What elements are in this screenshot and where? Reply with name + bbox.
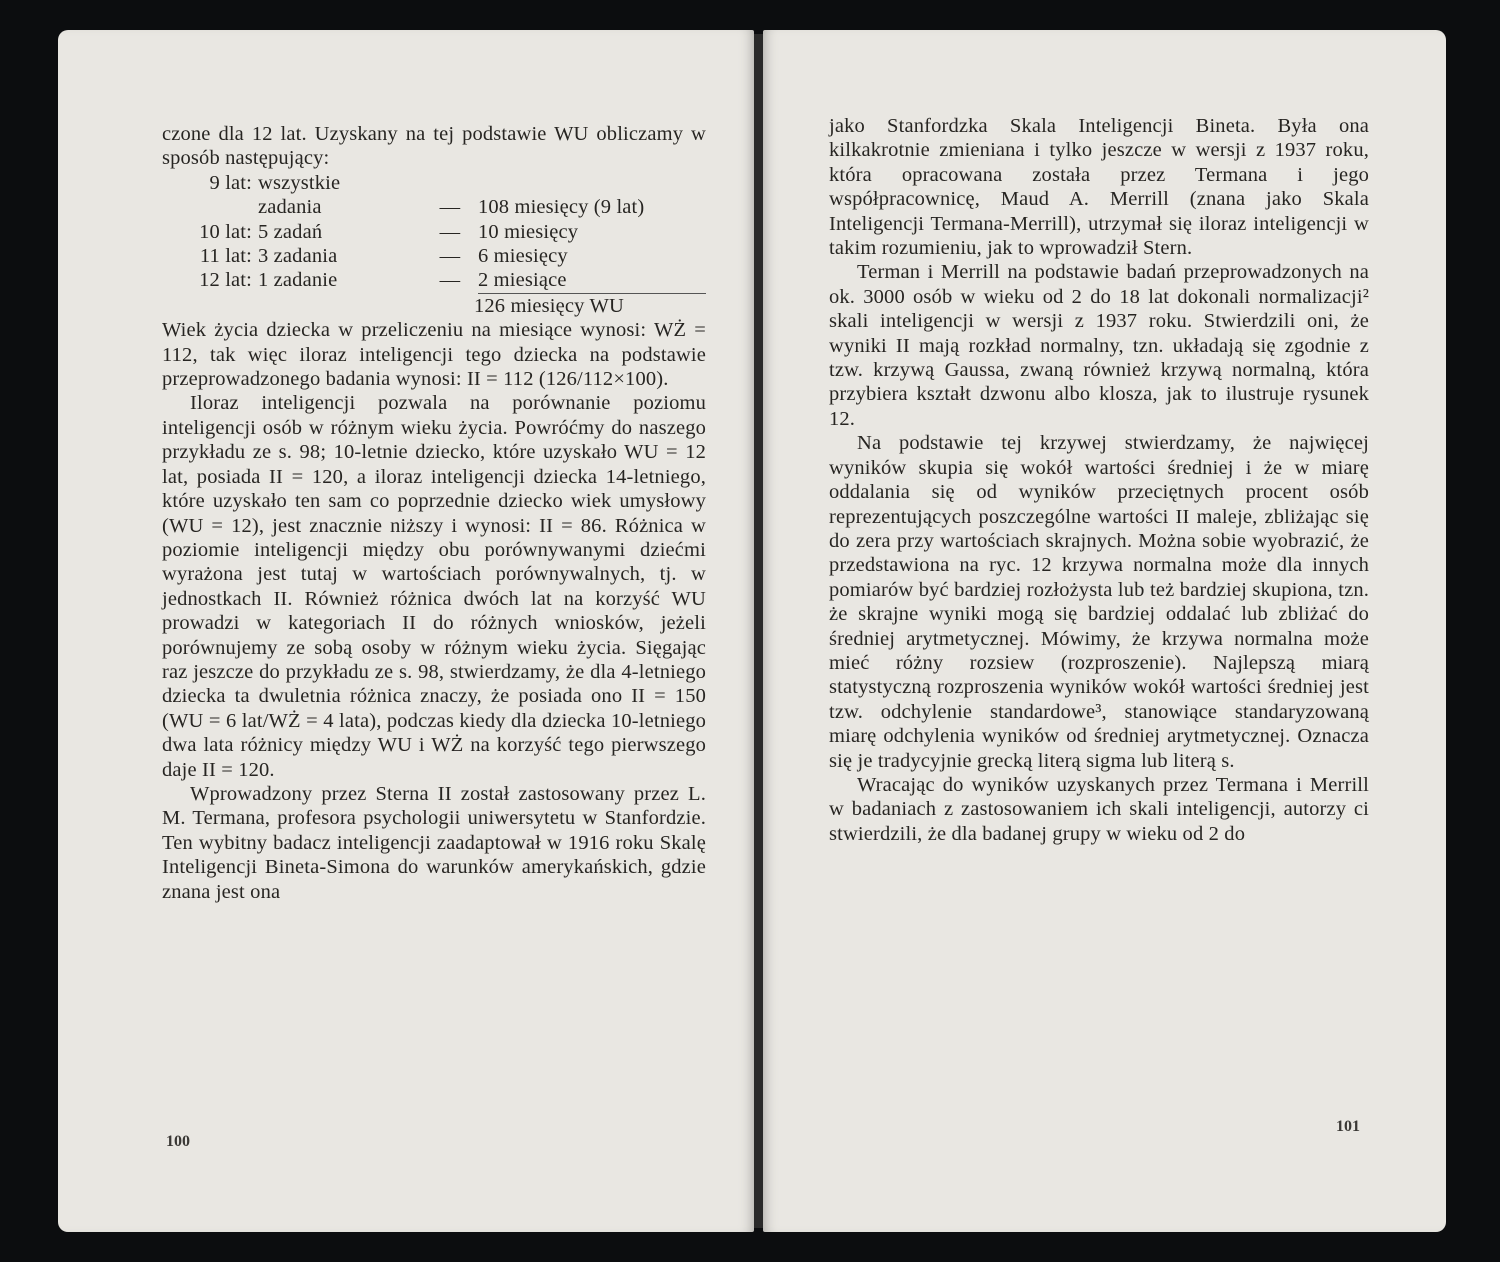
calc-tasks: 3 zadania (258, 245, 338, 268)
calc-row (162, 220, 706, 244)
calc-age: 10 lat: (199, 220, 252, 243)
calc-dash (422, 171, 478, 195)
paragraph: Terman i Merrill na podstawie badań przeprowadzonych na ok. 3000 osób w wieku od 2 do 18 lat dokonali normalizacji² skali inteligencji w wersji z 1937 roku. Stwierdzili oni, że wyniki II mają rozkład normalny, tzn. układają się zgodnie z tzw. krzywą Gaussa, zwaną również krzywą normalną, która przybiera kształt dzwonu albo klosza, jak to ilustruje rysunek 12. (829, 261, 1369, 430)
calc-tasks: 5 zadań (258, 220, 323, 243)
calc-dash: — (439, 220, 461, 243)
page-number: 100 (166, 1133, 190, 1150)
calc-dash: — (439, 196, 461, 219)
paragraph: Wracając do wyników uzyskanych przez Termana i Merrill w badaniach z zastosowaniem ich skali inteligencji, autorzy ci stwierdzili, że dla badanej grupy w wieku od 2 do (829, 773, 1369, 845)
calc-row (162, 268, 706, 293)
calc-months: 10 miesięcy (478, 220, 579, 243)
calc-dash: — (439, 269, 461, 292)
calc-months: 6 miesięcy (478, 245, 568, 268)
paragraph: Na podstawie tej krzywej stwierdzamy, że najwięcej wyników skupia się wokół wartości średniej i że w miarę oddalania się od wyników przeciętnych procent osób reprezentujących poszczególne wartości II maleje, zbliżając się do zera przy wartościach skrajnych. Można sobie wyobrazić, że przedstawiona na ryc. 12 krzywa normalna może dla innych pomiarów być bardziej rozłożysta lub też bardziej skupiona, tzn. że skrajne wyniki mogą się bardziej oddalać lub zbliżać do średniej arytmetycznej. Mówimy, że krzywa normalna może mieć różny rozsiew (rozproszenie). Najlepszą miarą statystyczną rozproszenia wyników wokół wartości średniej jest tzw. odchylenie standardowe³, stanowiące standaryzowaną miarę odchylenia wyników od średniej arytmetycznej. Oznacza się je tradycyjnie grecką literą sigma lub literą s. (829, 432, 1369, 772)
calc-row (162, 244, 706, 268)
left-page-text (162, 122, 706, 904)
calc-row (162, 171, 706, 195)
calc-age: 12 lat: (199, 269, 252, 292)
calc-age: 11 lat: (199, 245, 252, 268)
calc-age: 9 lat: (209, 171, 252, 194)
page-number: 101 (1336, 1118, 1360, 1135)
intro-paragraph: czone dla 12 lat. Uzyskany na tej podstawie WU obliczamy w sposób następujący: (162, 123, 706, 170)
calc-row (162, 195, 706, 219)
calc-tasks: wszystkie (258, 171, 341, 194)
calc-dash: — (439, 245, 461, 268)
calc-total: 126 miesięcy WU (474, 294, 624, 317)
calculation-table (162, 171, 706, 318)
paragraph: Wiek życia dziecka w przeliczeniu na miesiące wynosi: WŻ = 112, tak więc iloraz inteligencji tego dziecka na podstawie przeprowadzonego badania wynosi: II = 112 (126/112×100). (162, 319, 706, 391)
calc-months: 108 miesięcy (9 lat) (478, 196, 645, 219)
calc-tasks: 1 zadanie (258, 269, 338, 292)
calc-tasks: zadania (258, 196, 322, 219)
left-page (58, 30, 754, 1232)
calc-months: 2 miesiące (478, 268, 706, 293)
right-page-text (829, 114, 1369, 846)
paragraph: Wprowadzony przez Sterna II został zastosowany przez L. M. Termana, profesora psychologii uniwersytetu w Stanfordzie. Ten wybitny badacz inteligencji zaadaptował w 1916 roku Skalę Inteligencji Bineta-Simona do warunków amerykańskich, gdzie znana jest ona (162, 782, 706, 903)
paragraph: jako Stanfordzka Skala Inteligencji Bineta. Była ona kilkakrotnie zmieniana i tylko jeszcze w wersji z 1937 roku, która opracowana została przez Termana i jego współpracownicę, Maud A. Merrill (znana jako Skala Inteligencji Termana-Merrill), utrzymał się iloraz inteligencji w takim rozumieniu, jak to wprowadził Stern. (829, 115, 1369, 260)
calc-age (162, 195, 258, 219)
calc-months (478, 171, 706, 195)
paragraph: Iloraz inteligencji pozwala na porównanie poziomu inteligencji osób w różnym wieku życia. Powróćmy do naszego przykładu ze s. 98; 10-letnie dziecko, które uzyskało WU = 12 lat, posiada II = 120, a iloraz inteligencji dziecka 14-letniego, które uzyskało ten sam co poprzednie dziecko wiek umysłowy (WU = 12), jest znacznie niższy i wynosi: II = 86. Różnica w poziomie inteligencji między obu porównywanymi dziećmi wyrażona jest tutaj w wartościach porównywalnych, tj. w jednostkach II. Również różnica dwóch lat na korzyść WU prowadzi w kategoriach II do różnych wniosków, jeżeli porównujemy ze sobą osoby w różnym wieku życia. Sięgając raz jeszcze do przykładu ze s. 98, stwierdzamy, że dla 4-letniego dziecka ta dwuletnia różnica znaczy, że posiada ono II = 150 (WU = 6 lat/WŻ = 4 lata), podczas kiedy dla dziecka 10-letniego dwa lata różnicy między WU i WŻ na korzyść tego pierwszego daje II = 120. (162, 392, 706, 781)
right-page (763, 30, 1446, 1232)
book-gutter (754, 34, 763, 1228)
